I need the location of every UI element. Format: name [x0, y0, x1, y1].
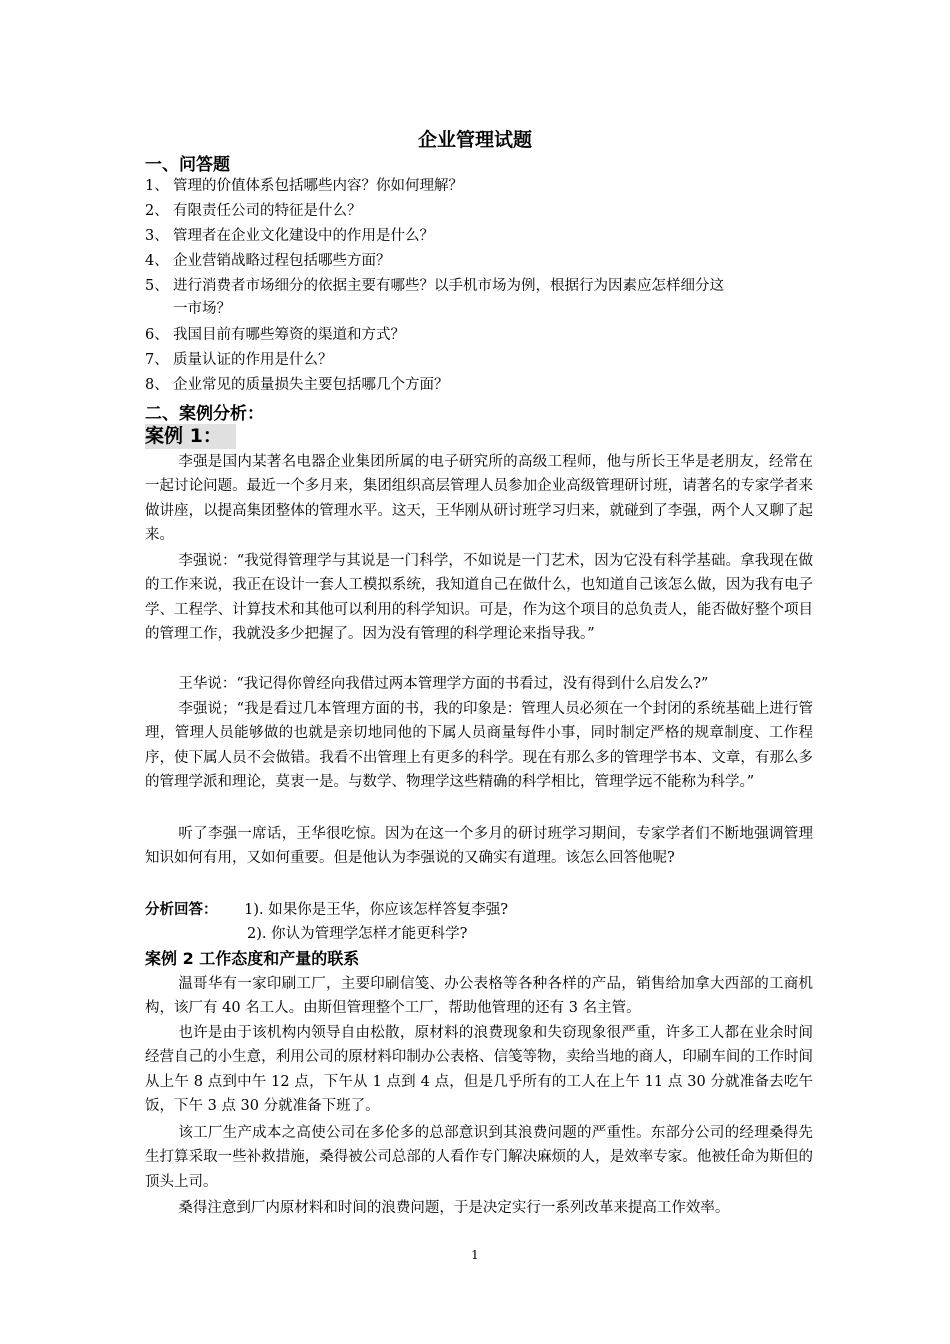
case-2-paragraph: 温哥华有一家印刷工厂，主要印刷信笺、办公表格等各种各样的产品，销售给加拿大西部的工商机构，该厂有 40 名工人。由斯但管理整个工厂，帮助他管理的还有 3 名主管。	[145, 976, 813, 1017]
question-item	[145, 349, 825, 372]
question-item	[145, 200, 825, 223]
question-number: 7、	[145, 352, 169, 368]
case-2-title: 案例 2 工作态度和产量的联系	[145, 949, 360, 968]
question-text: 质量认证的作用是什么？	[173, 352, 333, 368]
question-number: 6、	[145, 327, 169, 343]
case-1-paragraph: 王华说：“我记得你曾经向我借过两本管理学方面的书看过，没有得到什么启发么?”	[178, 676, 709, 692]
question-text: 企业常见的质量损失主要包括哪几个方面？	[173, 377, 449, 393]
question-text: 管理的价值体系包括哪些内容？你如何理解？	[173, 178, 463, 194]
analysis-item: 2). 你认为管理学怎样才能更科学?	[247, 926, 468, 942]
page-number: 1	[471, 1248, 479, 1262]
question-text: 管理者在企业文化建设中的作用是什么？	[173, 228, 434, 244]
question-number: 8、	[145, 377, 169, 393]
question-text: 进行消费者市场细分的依据主要有哪些？以手机市场为例，根据行为因素应怎样细分这	[173, 278, 724, 294]
page-title: 企业管理试题	[417, 129, 532, 151]
question-number: 2、	[145, 203, 169, 219]
analysis-item: 1). 如果你是王华，你应该怎样答复李强?	[244, 902, 508, 918]
case-1-paragraph: 李强说：“我觉得管理学与其说是一门科学，不如说是一门艺术，因为它没有科学基础。拿我现在做的工作来说，我正在设计一套人工模拟系统，我知道自己在做什么，也知道自己该怎么做，因为我有电子学、工程学、计算技术和其他可以利用的科学知识。可是，作为这个项目的总负责人，能否做好整个项目的管理工作，我就没多少把握了。因为没有管理的科学理论来指导我。”	[145, 553, 813, 643]
question-item	[145, 250, 825, 273]
case-2-paragraph: 该工厂生产成本之高使公司在多伦多的总部意识到其浪费问题的严重性。东部分公司的经理桑得先生打算采取一些补救措施，桑得被公司总部的人看作专门解决麻烦的人，是效率专家。他被任命为斯但的顶头上司。	[145, 1125, 813, 1190]
section-heading-cases: 二、案例分析：	[145, 404, 264, 424]
question-item	[145, 225, 825, 248]
case-1-paragraph: 听了李强一席话，王华很吃惊。因为在这一个多月的研讨班学习期间，专家学者们不断地强调管理知识如何有用，又如何重要。但是他认为李强说的又确实有道理。该怎么回答他呢?	[145, 826, 813, 867]
question-item	[145, 275, 825, 321]
question-item	[145, 374, 825, 397]
case-1-paragraph: 李强是国内某著名电器企业集团所属的电子研究所的高级工程师，他与所长王华是老朋友，经常在一起讨论问题。最近一个多月来，集团组织高层管理人员参加企业高级管理研讨班，请著名的专家学者来做讲座，以提高集团整体的管理水平。这天，王华刚从研讨班学习归来，就碰到了李强，两个人又聊了起来。	[145, 454, 813, 544]
analysis-row	[247, 922, 467, 946]
question-number: 3、	[145, 228, 169, 244]
question-text: 企业营销战略过程包括哪些方面？	[173, 253, 391, 269]
case-1-title: 案例 1：	[145, 424, 236, 449]
section-heading-qa: 一、问答题	[145, 155, 230, 175]
case-2-paragraph: 桑得注意到厂内原材料和时间的浪费问题，于是决定实行一系列改革来提高工作效率。	[178, 1200, 730, 1216]
question-item	[145, 175, 825, 198]
question-number: 4、	[145, 253, 169, 269]
question-item	[145, 324, 825, 347]
case-1-paragraph: 李强说；“我是看过几本管理方面的书，我的印象是：管理人员必须在一个封闭的系统基础上进行管理，管理人员能够做的也就是亲切地同他的下属人员商量每件小事，同时制定严格的规章制度、工作程序，使下属人员不会做错。我看不出管理上有更多的科学。现在有那么多的管理学书本、文章，有那么多的管理学派和理论，莫衷一是。与数学、物理学这些精确的科学相比，管理学远不能称为科学。”	[145, 701, 813, 791]
question-text: 我国目前有哪些筹资的渠道和方式？	[173, 327, 405, 343]
case-2-paragraph: 也许是由于该机构内领导自由松散，原材料的浪费现象和失窃现象很严重，许多工人都在业余时间经营自己的小生意，利用公司的原材料印制办公表格、信笺等物，卖给当地的商人，印刷车间的工作时间从上午 8 点到中午 12 点，下午从 1 点到 4 点，但是几乎所有的工人在上午 11 点 30 分就准备去吃午饭，下午 3 点 30 分就准备下班了。	[145, 1025, 813, 1115]
question-text-continuation: 一市场？	[173, 301, 231, 317]
analysis-label: 分析回答：	[145, 902, 218, 918]
question-text: 有限责任公司的特征是什么？	[173, 203, 362, 219]
analysis-row	[145, 898, 508, 922]
question-number: 1、	[145, 178, 169, 194]
question-number: 5、	[145, 278, 169, 294]
